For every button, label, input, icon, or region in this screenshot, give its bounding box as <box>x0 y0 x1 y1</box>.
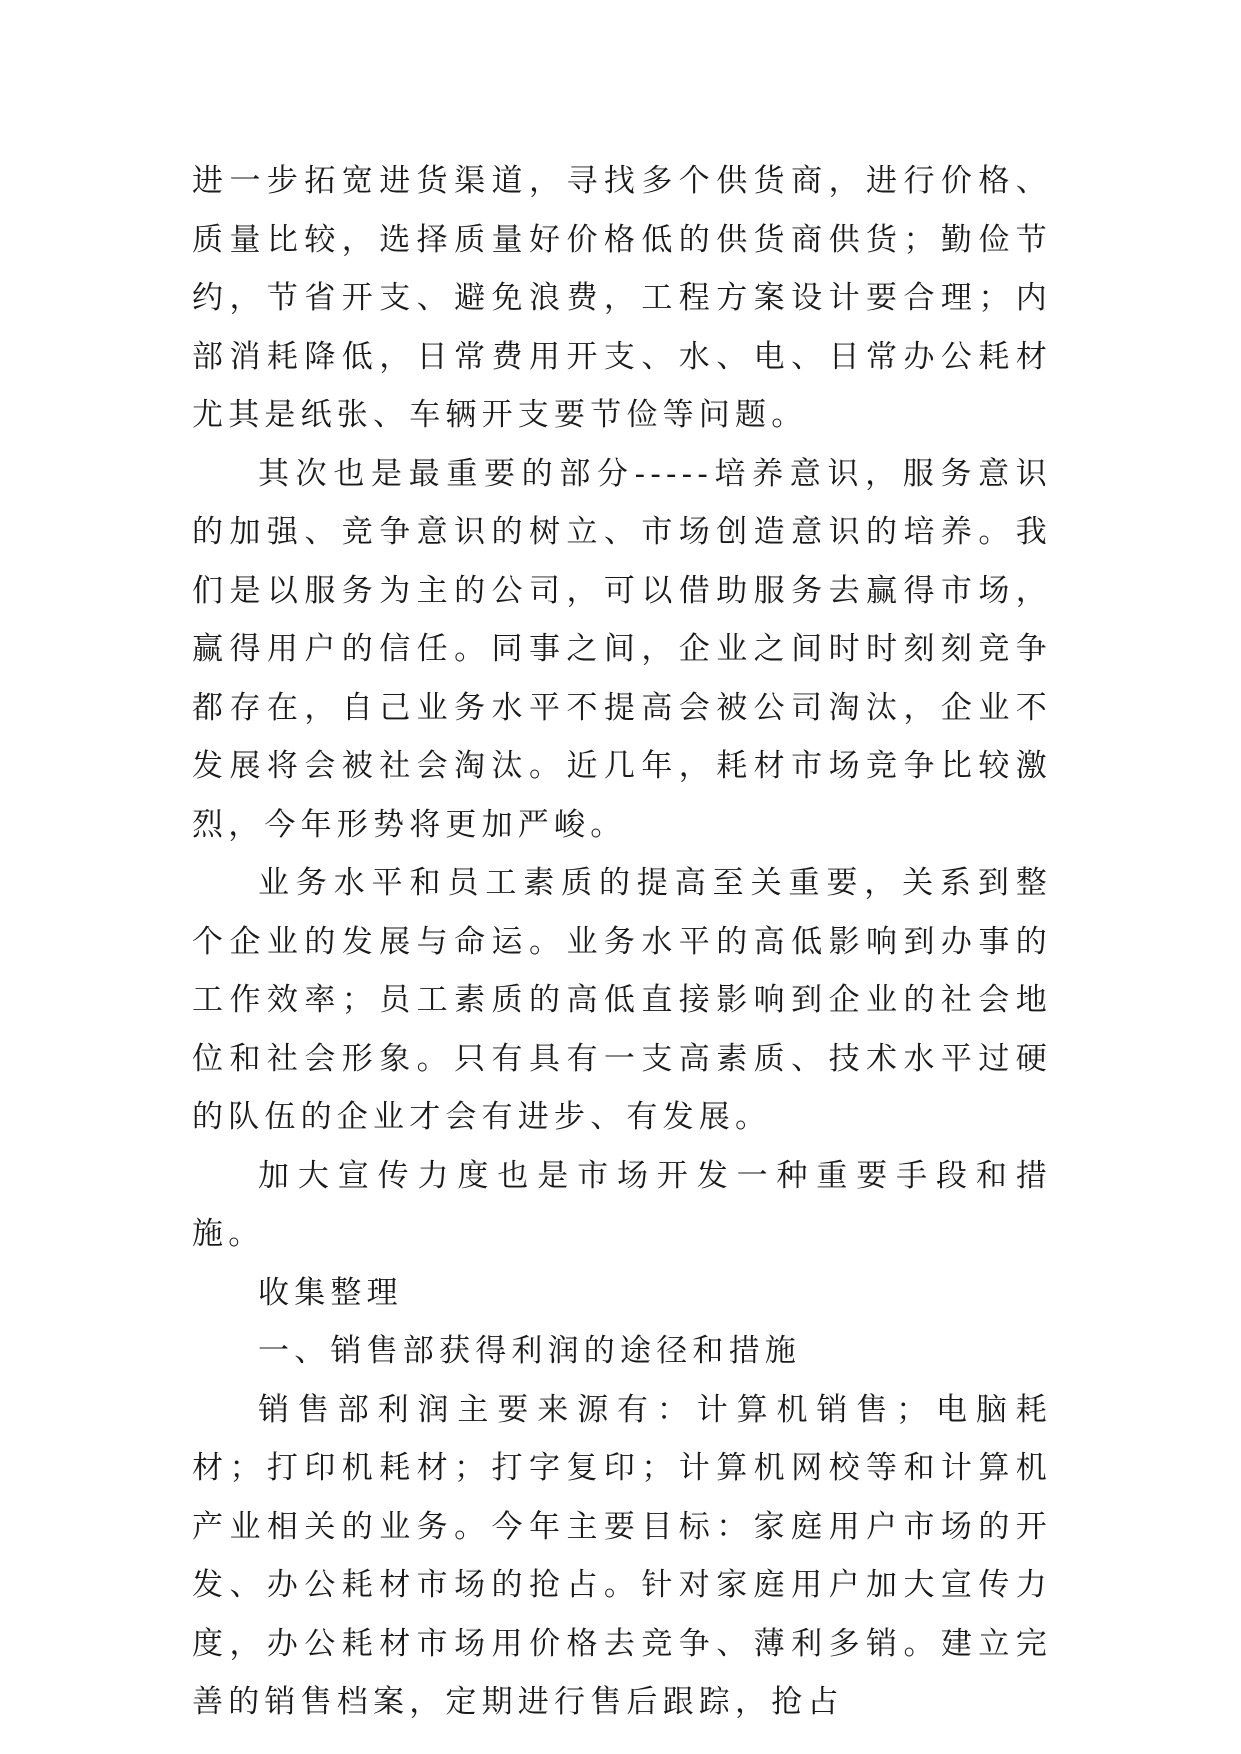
paragraph-publicity: 加大宣传力度也是市场开发一种重要手段和措施。 <box>192 1157 1052 1252</box>
paragraph-collected-note: 收集整理 <box>258 1274 403 1311</box>
paragraph-awareness-training: 其次也是最重要的部分-----培养意识，服务意识的加强、竞争意识的树立、市场创造意识的培养。我们是以服务为主的公司，可以借助服务去赢得市场，赢得用户的信任。同事之间，企业之间时时刻刻竞争都存在，自己业务水平不提高会被公司淘汰，企业不发展将会被社会淘汰。近几年，耗材市场竞争比较激烈，今年形势将更加严峻。 <box>192 455 1052 843</box>
paragraph-procurement-cost-control: 进一步拓宽进货渠道，寻找多个供货商，进行价格、质量比较，选择质量好价格低的供货商供货；勤俭节约，节省开支、避免浪费，工程方案设计要合理；内部消耗降低，日常费用开支、水、电、日常办公耗材尤其是纸张、车辆开支要节俭等问题。 <box>192 163 1052 433</box>
section-heading-profit-channels: 一、销售部获得利润的途径和措施 <box>258 1333 801 1369</box>
document-body <box>192 152 1052 1732</box>
paragraph-profit-sources: 销售部利润主要来源有：计算机销售；电脑耗材；打印机耗材；打字复印；计算机网校等和计算机产业相关的业务。今年主要目标：家庭用户市场的开发、办公耗材市场的抢占。针对家庭用户加大宣传力度，办公耗材市场用价格去竞争、薄利多销。建立完善的销售档案，定期进行售后跟踪，抢占 <box>192 1391 1052 1720</box>
paragraph-staff-quality: 业务水平和员工素质的提高至关重要，关系到整个企业的发展与命运。业务水平的高低影响到办事的工作效率；员工素质的高低直接影响到企业的社会地位和社会形象。只有具有一支高素质、技术水平过硬的队伍的企业才会有进步、有发展。 <box>192 865 1052 1135</box>
